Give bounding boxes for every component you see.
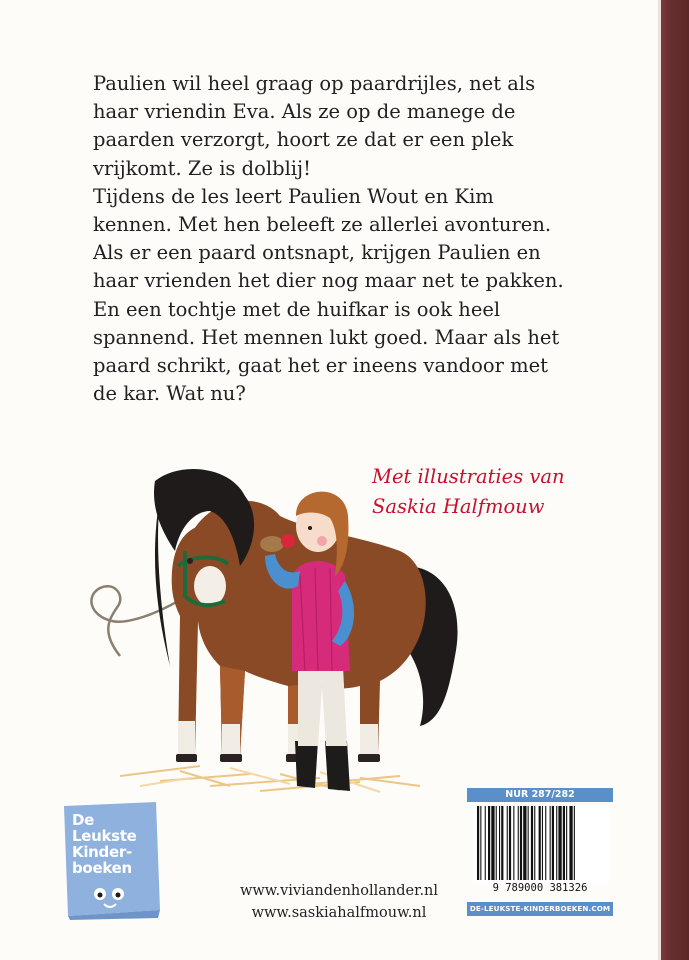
- blurb-line: Als er een paard ontsnapt, krijgen Paulien en: [93, 241, 541, 265]
- barcode-bar: [513, 806, 514, 880]
- blurb-line: haar vriendin Eva. Als ze op de manege de: [93, 100, 516, 124]
- barcode-bar: [523, 806, 526, 880]
- barcode-image: [473, 806, 609, 884]
- barcode-bar: [520, 806, 522, 880]
- logo-line: Kinder-: [72, 843, 132, 861]
- blurb-line: de kar. Wat nu?: [93, 382, 246, 406]
- credit-line-1: Met illustraties van: [372, 465, 565, 488]
- barcode-bar: [480, 806, 481, 880]
- blurb-line: Paulien wil heel graag op paardrijles, net als: [93, 72, 536, 95]
- isbn-number: 9 789000 381326: [492, 882, 588, 894]
- barcode-bar: [501, 806, 503, 880]
- barcode-bar: [550, 806, 551, 880]
- barcode-bar: [485, 806, 486, 880]
- barcode-bar: [499, 806, 500, 880]
- barcode-bar: [507, 806, 508, 880]
- barcode-bar: [518, 806, 519, 880]
- barcode-bar: [534, 806, 535, 880]
- barcode-bar: [531, 806, 533, 880]
- credit-line-2: Saskia Halfmouw: [372, 495, 545, 518]
- blurb-line: vrijkomt. Ze is dolblij!: [93, 156, 311, 180]
- barcode-bar: [563, 806, 565, 880]
- barcode-bar: [566, 806, 567, 880]
- pony-socks: [178, 721, 378, 756]
- barcode-bar: [545, 806, 546, 880]
- barcode-bar: [574, 806, 575, 880]
- logo-line: De: [72, 811, 95, 829]
- author-website[interactable]: www.viviandenhollander.nl: [239, 883, 439, 899]
- pony-girl-illustration: [60, 456, 480, 801]
- website-links: [214, 880, 464, 924]
- barcode-bar: [552, 806, 554, 880]
- blurb-line: spannend. Het mennen lukt goed. Maar als het: [93, 325, 560, 349]
- barcode-block: [467, 788, 613, 920]
- barcode-bar: [539, 806, 541, 880]
- barcode-bar: [558, 806, 561, 880]
- barcode-bar: [491, 806, 494, 880]
- blurb-line: haar vrienden het dier nog maar net te pakken.: [93, 269, 564, 293]
- blurb-line: En een tochtje met de huifkar is ook heel: [93, 297, 501, 321]
- logo-text: [72, 812, 162, 876]
- barcode-bar: [528, 806, 529, 880]
- logo-line: Leukste: [72, 827, 137, 845]
- series-website[interactable]: DE-LEUKSTE-KINDERBOEKEN.COM: [467, 902, 613, 916]
- barcode-bar: [496, 806, 497, 880]
- blurb-line: paarden verzorgt, hoort ze dat er een plek: [93, 128, 514, 152]
- series-logo: [60, 800, 166, 920]
- book-spine: [661, 0, 689, 960]
- barcode-bar: [542, 806, 543, 880]
- nur-code: NUR 287/282: [467, 788, 613, 802]
- blurb-line: paard schrikt, gaat het er ineens vandoor met: [93, 354, 548, 378]
- straw-ground: [120, 766, 420, 792]
- barcode-bar: [509, 806, 511, 880]
- illustrator-website[interactable]: www.saskiahalfmouw.nl: [251, 905, 427, 921]
- barcode-bar: [488, 806, 490, 880]
- logo-line: boeken: [72, 859, 132, 877]
- barcode-bar: [556, 806, 557, 880]
- barcode-bar: [477, 806, 479, 880]
- barcode-bar: [569, 806, 572, 880]
- blurb-line: kennen. Met hen beleeft ze allerlei avonturen.: [93, 213, 552, 237]
- blurb-text: [93, 70, 633, 408]
- blurb-line: Tijdens de les leert Paulien Wout en Kim: [93, 184, 494, 208]
